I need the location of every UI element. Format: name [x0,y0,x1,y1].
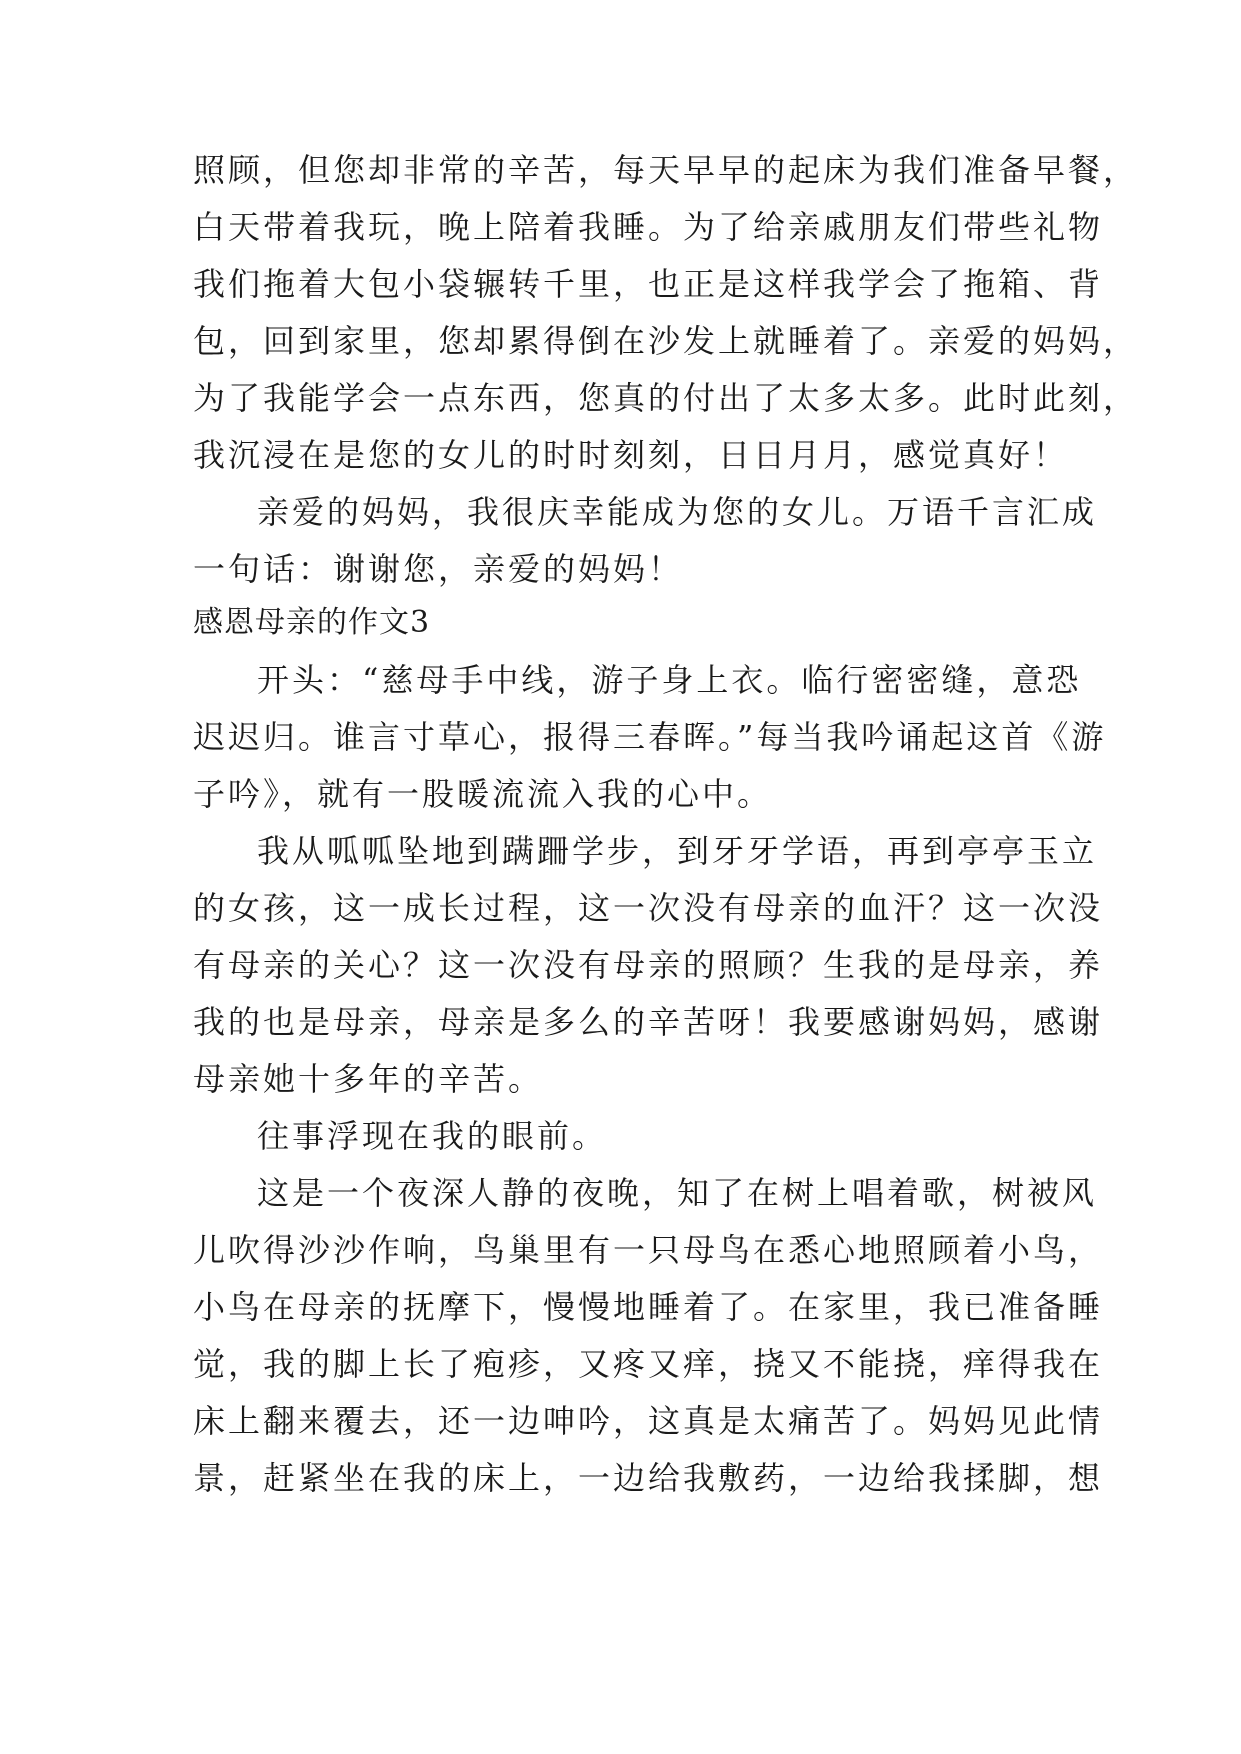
text-line: 为了我能学会一点东西，您真的付出了太多太多。此时此刻， [193,379,1139,417]
paragraph-first-line: 我从呱呱坠地到蹒跚学步，到牙牙学语，再到亭亭玉立 [257,832,1098,870]
text-line: 景，赶紧坐在我的床上，一边给我敷药，一边给我揉脚，想 [193,1459,1104,1497]
text-line: 我的也是母亲，母亲是多么的辛苦呀！我要感谢妈妈，感谢 [193,1003,1104,1041]
paragraph-first-line: 这是一个夜深人静的夜晚，知了在树上唱着歌，树被风 [257,1174,1098,1212]
text-line: 小鸟在母亲的抚摩下，慢慢地睡着了。在家里，我已准备睡 [193,1288,1104,1326]
paragraph-first-line: 开头：“慈母手中线，游子身上衣。临行密密缝，意恐 [257,661,1082,699]
text-line: 觉，我的脚上长了疱疹，又疼又痒，挠又不能挠，痒得我在 [193,1345,1104,1383]
text-line: 我沉浸在是您的女儿的时时刻刻，日日月月，感觉真好！ [193,436,1069,474]
text-line: 有母亲的关心？这一次没有母亲的照顾？生我的是母亲，养 [193,946,1104,984]
text-line: 床上翻来覆去，还一边呻吟，这真是太痛苦了。妈妈见此情 [193,1402,1104,1440]
section-heading: 感恩母亲的作文3 [193,605,431,640]
text-line: 的女孩，这一成长过程，这一次没有母亲的血汗？这一次没 [193,889,1104,927]
text-line: 白天带着我玩，晚上陪着我睡。为了给亲戚朋友们带些礼物 [193,208,1104,246]
text-line: 我们拖着大包小袋辗转千里，也正是这样我学会了拖箱、背 [193,265,1104,303]
paragraph-first-line: 亲爱的妈妈，我很庆幸能成为您的女儿。万语千言汇成 [257,493,1098,531]
text-line: 一句话：谢谢您，亲爱的妈妈！ [193,550,684,588]
paragraph-first-line: 往事浮现在我的眼前。 [257,1117,608,1155]
text-line: 母亲她十多年的辛苦。 [193,1060,544,1098]
text-line: 包，回到家里，您却累得倒在沙发上就睡着了。亲爱的妈妈， [193,322,1139,360]
text-line: 迟迟归。谁言寸草心，报得三春晖。”每当我吟诵起这首《游 [193,718,1107,756]
text-line: 儿吹得沙沙作响，鸟巢里有一只母鸟在悉心地照顾着小鸟， [193,1231,1104,1269]
text-line: 子吟》，就有一股暖流流入我的心中。 [193,775,773,813]
text-line: 照顾，但您却非常的辛苦，每天早早的起床为我们准备早餐， [193,151,1139,189]
